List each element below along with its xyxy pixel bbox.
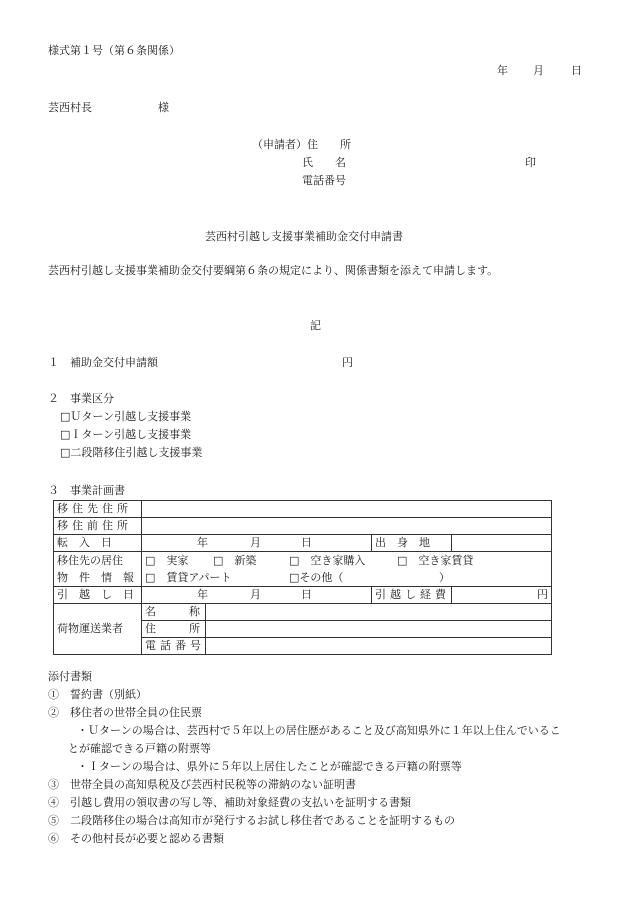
- housing-info-label: [54, 552, 142, 587]
- honorific: 様: [158, 101, 169, 114]
- attachment-item-6: ⑥ その他村長が必要と認める書類: [48, 832, 224, 845]
- attachment-note-u-turn: ・Ｕターンの場合は、芸西村で５年以上の居住歴があること及び高知県外に１年以上住んでいるこ: [77, 724, 561, 737]
- table-row: [54, 518, 552, 535]
- origin-label: 出 身 地: [372, 535, 452, 552]
- attachment-note-i-turn: ・Ｉターンの場合は、県外に５年以上居住したことが確認できる戸籍の附票等: [77, 760, 462, 773]
- attachment-item-3: ③ 世帯全員の高知県税及び芸西村民税等の滞納のない証明書: [48, 778, 356, 791]
- applicant-phone-label: 電話番号: [302, 174, 346, 187]
- housing-info-label-line1: 移住先の居住: [57, 554, 123, 567]
- carrier-phone-label: 電話番号: [142, 638, 206, 655]
- table-row: [54, 604, 552, 621]
- housing-option-family-home[interactable]: □ 実家: [145, 554, 189, 567]
- carrier-address-field[interactable]: [206, 621, 552, 638]
- move-day: 日: [301, 588, 312, 601]
- carrier-address-label: 住 所: [142, 621, 206, 638]
- dest-address-field[interactable]: [142, 501, 552, 518]
- move-year: 年: [197, 588, 208, 601]
- date-month: 月: [533, 64, 544, 77]
- housing-option-new-build[interactable]: □ 新築: [213, 554, 257, 567]
- carrier-label: 荷物運送業者: [54, 604, 142, 655]
- section2-label: ２ 事業区分: [48, 392, 114, 405]
- housing-option-apartment[interactable]: □ 賃貸アパート: [145, 571, 232, 584]
- move-in-label: 転 入 日: [54, 535, 142, 552]
- move-in-day: 日: [301, 536, 312, 549]
- move-cost-unit: 円: [537, 588, 548, 601]
- table-row: [54, 587, 552, 604]
- move-month: 月: [250, 588, 261, 601]
- ki-mark: 記: [310, 319, 321, 332]
- carrier-name-field[interactable]: [206, 604, 552, 621]
- move-cost-field[interactable]: [452, 587, 552, 604]
- move-in-month: 月: [250, 536, 261, 549]
- dest-address-label: 移住先住所: [54, 501, 142, 518]
- seal-mark: 印: [525, 156, 536, 169]
- table-row: [54, 552, 552, 587]
- attachment-note-u-turn-cont: とが確認できる戸籍の附票等: [68, 742, 211, 755]
- move-in-year: 年: [197, 536, 208, 549]
- option-u-turn[interactable]: □Ｕターン引越し支援事業: [60, 410, 192, 423]
- date-day: 日: [571, 64, 582, 77]
- attachments-heading: 添付書類: [48, 670, 92, 683]
- addressee: 芸西村長: [48, 101, 92, 114]
- carrier-name-label: 名 称: [142, 604, 206, 621]
- form-number: 様式第１号（第６条関係）: [48, 44, 180, 57]
- housing-info-label-line2: 物 件 情 報: [57, 571, 134, 584]
- attachment-item-4: ④ 引越し費用の領収書の写し等、補助対象経費の支払いを証明する書類: [48, 796, 411, 809]
- move-cost-label: 引越し経費: [372, 587, 452, 604]
- table-row: [54, 501, 552, 518]
- document-title: 芸西村引越し支援事業補助金交付申請書: [205, 230, 403, 243]
- section3-label: ３ 事業計画書: [48, 484, 125, 497]
- move-date-label: 引 越 し 日: [54, 587, 142, 604]
- move-in-date-field[interactable]: [142, 535, 372, 552]
- housing-option-vacant-rent[interactable]: □ 空き家賃貸: [397, 554, 474, 567]
- applicant-address-label: （申請者）住 所: [252, 138, 351, 151]
- applicant-name-label: 氏 名: [302, 156, 346, 169]
- date-year: 年: [497, 64, 508, 77]
- prev-address-label: 移住前住所: [54, 518, 142, 535]
- option-two-stage[interactable]: □二段階移住引越し支援事業: [60, 446, 203, 459]
- section1-unit: 円: [342, 356, 353, 369]
- housing-option-vacant-purchase[interactable]: □ 空き家購入: [289, 554, 366, 567]
- carrier-phone-field[interactable]: [206, 638, 552, 655]
- document-body: 芸西村引越し支援事業補助金交付要綱第６条の規定により、関係書類を添えて申請します。: [48, 264, 499, 277]
- plan-table: [53, 500, 552, 655]
- table-row: [54, 535, 552, 552]
- section1-label: １ 補助金交付申請額: [48, 356, 158, 369]
- housing-option-other[interactable]: □その他（: [289, 571, 344, 584]
- attachment-item-2: ② 移住者の世帯全員の住民票: [48, 706, 202, 719]
- option-i-turn[interactable]: □Ｉターン引越し支援事業: [60, 428, 192, 441]
- attachment-item-1: ① 誓約書（別紙）: [48, 688, 147, 701]
- housing-options: [142, 552, 552, 587]
- move-date-field[interactable]: [142, 587, 372, 604]
- prev-address-field[interactable]: [142, 518, 552, 535]
- housing-other-close: ）: [439, 571, 450, 584]
- attachment-item-5: ⑤ 二段階移住の場合は高知市が発行するお試し移住者であることを証明するもの: [48, 814, 455, 827]
- origin-field[interactable]: [452, 535, 552, 552]
